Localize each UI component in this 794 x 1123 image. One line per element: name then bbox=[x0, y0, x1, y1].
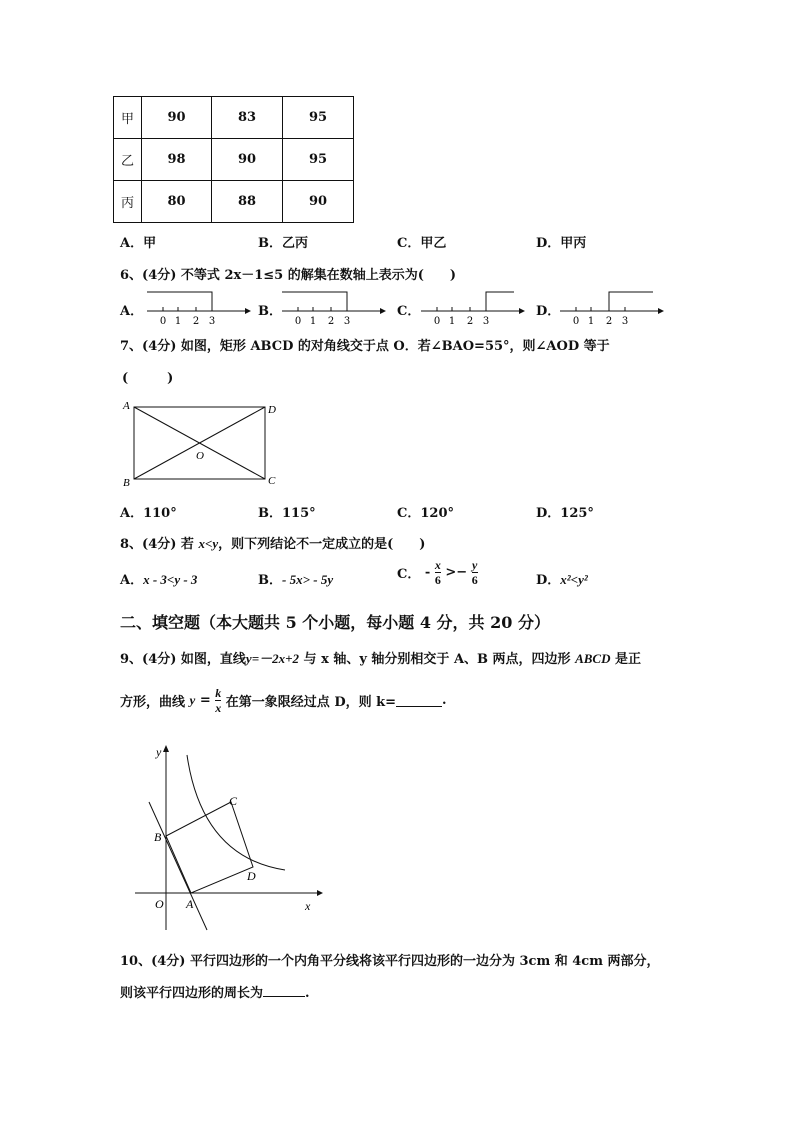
answer-blank[interactable] bbox=[263, 984, 305, 997]
q8-option-c[interactable]: C． - $\frac{x}{6}$ >− $\frac{y}{6}$ bbox=[397, 558, 478, 587]
q8-option-a[interactable]: A．x - 3<y - 3 bbox=[120, 572, 198, 588]
table-cell: 90 bbox=[142, 97, 212, 139]
q9-line1: 9、(4分) 如图，直线y=－2x+2 与 x 轴、y 轴分别相交于 A、B 两点，四边形 ABCD 是正 bbox=[120, 651, 642, 667]
point-label-a: A bbox=[123, 400, 130, 412]
tick-label: 1 bbox=[174, 316, 182, 327]
tick-label: 2 bbox=[605, 316, 613, 327]
point-label-c: C bbox=[268, 475, 276, 487]
q10-line1: 10、(4分) 平行四边形的一个内角平分线将该平行四边形的一边分为 3cm 和 4cm 两部分， bbox=[120, 954, 660, 969]
number-line-d bbox=[558, 287, 668, 327]
tick-label: 2 bbox=[327, 316, 335, 327]
table-cell: 80 bbox=[142, 181, 212, 223]
tick-label: 0 bbox=[159, 316, 167, 327]
table-cell: 95 bbox=[283, 97, 354, 139]
q7-option-a[interactable]: A．110° bbox=[120, 506, 177, 521]
q6-label-a[interactable]: A． bbox=[120, 304, 144, 319]
table-row bbox=[114, 181, 354, 223]
q8-option-b[interactable]: B．- 5x> - 5y bbox=[258, 572, 334, 588]
axis-label-y: y bbox=[156, 745, 162, 759]
rectangle-figure bbox=[118, 396, 288, 491]
table-cell: 88 bbox=[212, 181, 283, 223]
q7-stem: 7、(4分) 如图，矩形 ABCD 的对角线交于点 O．若∠BAO=55°，则∠AOD 等于 bbox=[120, 339, 610, 354]
tick-label: 1 bbox=[448, 316, 456, 327]
table-row bbox=[114, 97, 354, 139]
tick-label: 2 bbox=[466, 316, 474, 327]
q5-option-d[interactable]: D．甲丙 bbox=[536, 236, 587, 251]
table-cell: 乙 bbox=[114, 139, 142, 181]
number-line-c bbox=[419, 287, 529, 327]
q7-option-c[interactable]: C．120° bbox=[397, 506, 454, 521]
table-cell: 95 bbox=[283, 139, 354, 181]
table-cell: 90 bbox=[283, 181, 354, 223]
tick-label: 0 bbox=[572, 316, 580, 327]
point-label-d: D bbox=[247, 869, 256, 883]
point-label-o: O bbox=[196, 450, 204, 462]
point-label-b: B bbox=[123, 477, 130, 489]
point-label-o: O bbox=[155, 897, 164, 911]
q5-option-c[interactable]: C．甲乙 bbox=[397, 236, 447, 251]
tick-label: 0 bbox=[433, 316, 441, 327]
q8-stem: 8、(4分) 若 x<y，则下列结论不一定成立的是( ) bbox=[120, 536, 426, 552]
tick-label: 3 bbox=[621, 316, 629, 327]
q7-paren: ( ) bbox=[122, 371, 174, 386]
q8-option-d[interactable]: D．x²<y² bbox=[536, 572, 588, 588]
q6-label-b[interactable]: B． bbox=[258, 304, 282, 319]
table-row bbox=[114, 139, 354, 181]
point-label-d: D bbox=[268, 404, 276, 416]
number-line-b bbox=[280, 287, 390, 327]
table-cell: 丙 bbox=[114, 181, 142, 223]
point-label-b: B bbox=[154, 830, 162, 844]
table-cell: 83 bbox=[212, 97, 283, 139]
tick-label: 1 bbox=[587, 316, 595, 327]
answer-blank[interactable] bbox=[396, 694, 442, 707]
tick-label: 1 bbox=[309, 316, 317, 327]
coordinate-figure bbox=[125, 740, 325, 935]
q6-label-c[interactable]: C． bbox=[397, 304, 421, 319]
tick-label: 3 bbox=[482, 316, 490, 327]
table-cell: 甲 bbox=[114, 97, 142, 139]
point-label-c: C bbox=[229, 794, 238, 808]
q5-option-a[interactable]: A．甲 bbox=[120, 236, 157, 251]
tick-label: 3 bbox=[208, 316, 216, 327]
tick-label: 2 bbox=[192, 316, 200, 327]
table-cell: 98 bbox=[142, 139, 212, 181]
tick-label: 3 bbox=[343, 316, 351, 327]
q7-option-d[interactable]: D．125° bbox=[536, 506, 594, 521]
score-table bbox=[113, 96, 354, 223]
q5-option-b[interactable]: B．乙丙 bbox=[258, 236, 308, 251]
axis-label-x: x bbox=[305, 899, 311, 913]
q7-option-b[interactable]: B．115° bbox=[258, 506, 316, 521]
q9-line2: 方形，曲线 y = $\frac{k}{x}$ 在第一象限经过点 D，则 k= . bbox=[120, 686, 447, 715]
q6-label-d[interactable]: D． bbox=[536, 304, 561, 319]
point-label-a: A bbox=[186, 897, 194, 911]
number-line-a bbox=[145, 287, 255, 327]
section-heading: 二、填空题（本大题共 5 个小题，每小题 4 分，共 20 分） bbox=[120, 613, 550, 632]
q6-stem: 6、(4分) 不等式 2x－1≤5 的解集在数轴上表示为( ) bbox=[120, 268, 457, 283]
tick-label: 0 bbox=[294, 316, 302, 327]
table-cell: 90 bbox=[212, 139, 283, 181]
q10-line2: 则该平行四边形的周长为 . bbox=[120, 986, 310, 1001]
